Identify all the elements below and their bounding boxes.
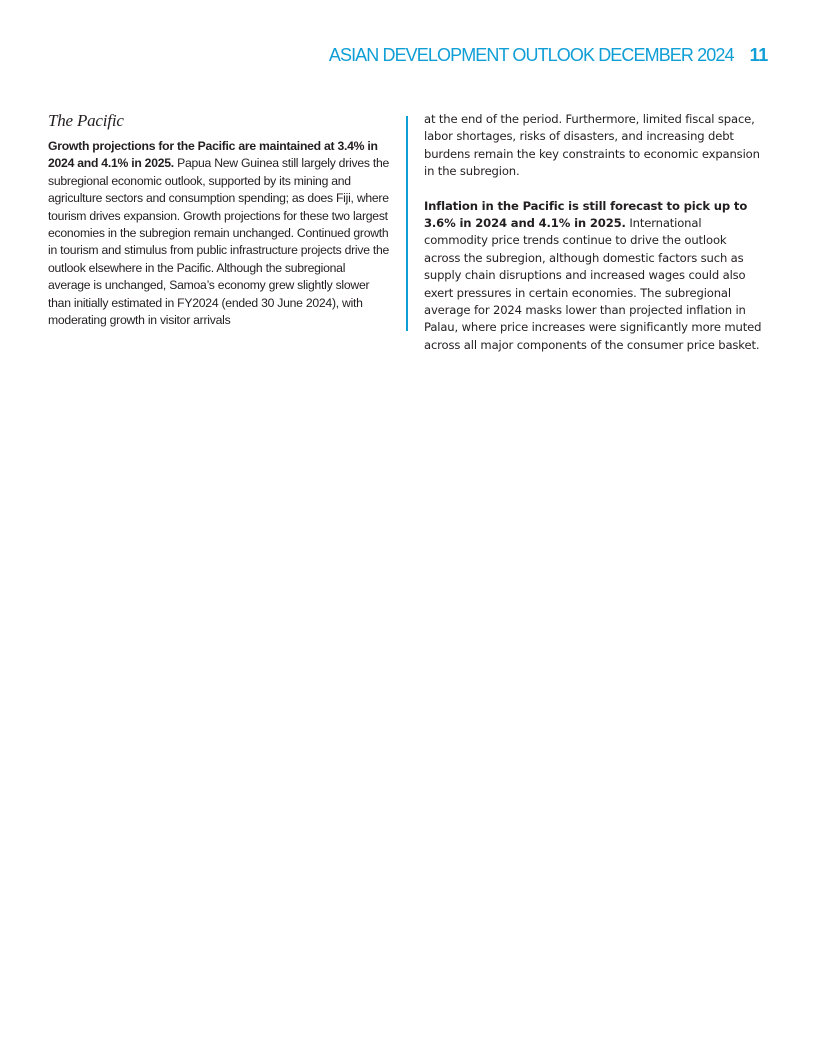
growth-lead-sentence: Growth projections for the Pacific are maintained at 3.4% in 2024 and 4.1% in 2025. (48, 139, 378, 171)
section-heading: The Pacific (48, 111, 124, 130)
inflation-paragraph (424, 198, 766, 355)
column-divider (406, 116, 408, 331)
running-title: ASIAN DEVELOPMENT OUTLOOK DECEMBER 2024 (328, 45, 734, 65)
right-column (424, 111, 766, 354)
page-number: 11 (749, 45, 768, 65)
inflation-lead-sentence: Inflation in the Pacific is still forecast to pick up to 3.6% in 2024 and 4.1% in 2025. (424, 198, 748, 231)
growth-paragraph (48, 138, 390, 329)
left-column (48, 111, 390, 329)
running-header (329, 45, 768, 67)
growth-paragraph-continuation: at the end of the period. Furthermore, limited fiscal space, labor shortages, risks of disasters, and increasing debt burdens remain the key constraints to economic expansion in the subregion. (424, 112, 760, 179)
growth-body-text: Papua New Guinea still largely drives the subregional economic outlook, supported by its mining and agriculture sectors and consumption spending; as does Fiji, where tourism drives expansion. Growth projections for these two largest economies in the subregion remain unchanged. Continued growth in tourism and stimulus from public infrastructure projects drive the outlook elsewhere in the Pacific. Although the subregional average is unchanged, Samoa’s economy grew slightly slower than initially estimated in FY2024 (ended 30 June 2024), with moderating growth in visitor arrivals (48, 156, 390, 328)
inflation-body-text: International commodity price trends continue to drive the outlook across the subregion, although domestic factors such as supply chain disruptions and increased wages could also exert pressures in certain economies. The subregional average for 2024 masks lower than projected inflation in Palau, where price increases were significantly more muted across all major components of the consumer price basket. (424, 216, 762, 352)
